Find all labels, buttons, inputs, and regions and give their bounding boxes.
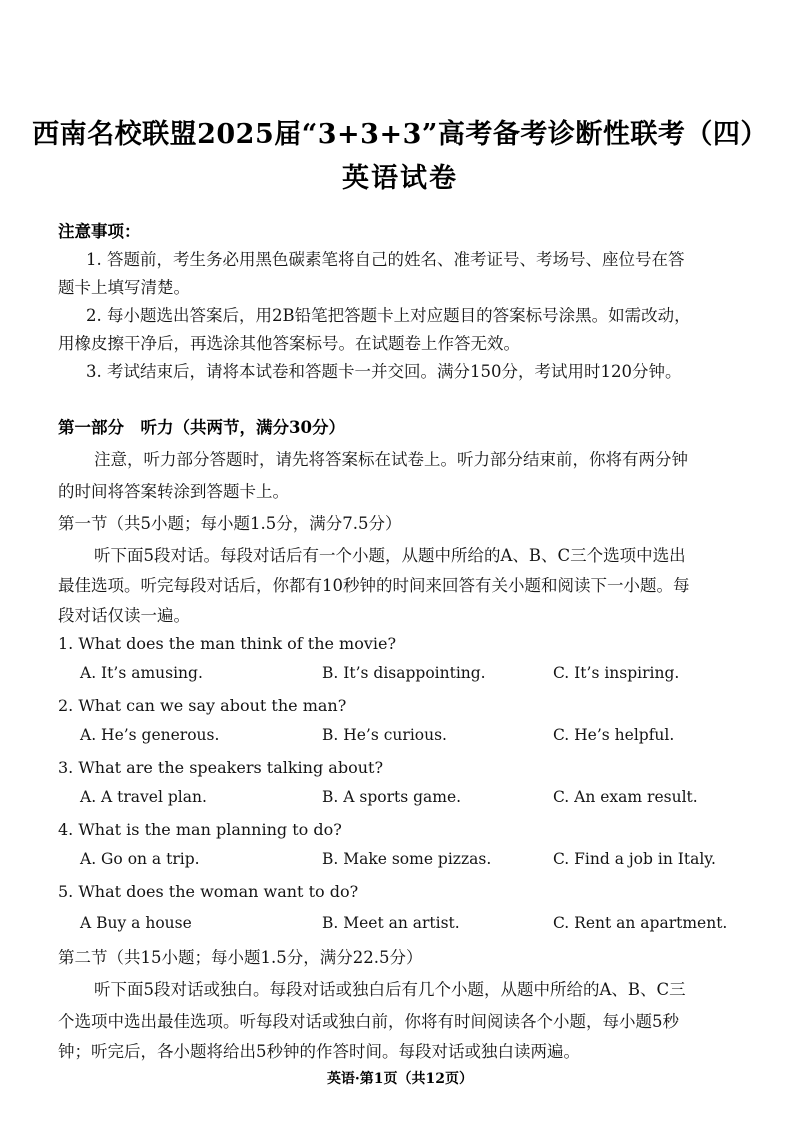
section2-instructions: 听下面5段对话或独白。每段对话或独白后有几个小题，从题中所给的A、B、C三 — [94, 980, 686, 999]
section1-heading: 第一节（共5小题；每小题1.5分，满分7.5分） — [58, 514, 402, 533]
question-5-option-b: B. Meet an artist. — [322, 914, 460, 932]
question-1-option-a: A. It’s amusing. — [80, 664, 203, 682]
question-3-option-a: A. A travel plan. — [80, 788, 207, 806]
exam-title: 西南名校联盟2025届“3+3+3”高考备考诊断性联考（四） — [32, 119, 768, 150]
exam-subject-title: 英语试卷 — [342, 163, 458, 194]
note-item-2-cont: 用橡皮擦干净后，再选涂其他答案标号。在试题卷上作答无效。 — [58, 334, 520, 353]
section1-instructions-end: 段对话仅读一遍。 — [58, 606, 190, 625]
note-item-2: 2. 每小题选出答案后，用2B铅笔把答题卡上对应题目的答案标号涂黑。如需改动， — [86, 306, 691, 325]
section2-heading: 第二节（共15小题；每小题1.5分，满分22.5分） — [58, 948, 423, 967]
question-5-option-a: A Buy a house — [80, 914, 192, 932]
note-item-1: 1. 答题前，考生务必用黑色碳素笔将自己的姓名、准考证号、考场号、座位号在答 — [86, 250, 685, 269]
section1-instructions: 听下面5段对话。每段对话后有一个小题，从题中所给的A、B、C三个选项中选出 — [94, 546, 686, 565]
question-2-option-b: B. He’s curious. — [322, 726, 447, 744]
note-item-3: 3. 考试结束后，请将本试卷和答题卡一并交回。满分150分，考试用时120分钟。 — [86, 362, 682, 381]
section2-instructions-end: 钟；听完后，各小题将给出5秒钟的作答时间。每段对话或独白读两遍。 — [58, 1042, 580, 1061]
notes-heading: 注意事项： — [58, 222, 141, 241]
question-3: 3. What are the speakers talking about? — [58, 758, 384, 777]
question-4-option-c: C. Find a job in Italy. — [553, 850, 716, 868]
part1-notice-cont: 的时间将答案转涂到答题卡上。 — [58, 482, 289, 501]
part1-notice: 注意，听力部分答题时，请先将答案标在试卷上。听力部分结束前，你将有两分钟 — [94, 450, 688, 469]
question-5-option-c: C. Rent an apartment. — [553, 914, 728, 932]
question-1-option-c: C. It’s inspiring. — [553, 664, 680, 682]
question-4-option-b: B. Make some pizzas. — [322, 850, 492, 868]
page-footer: 英语·第1页（共12页） — [326, 1071, 474, 1087]
section1-instructions-cont: 最佳选项。听完每段对话后，你都有10秒钟的时间来回答有关小题和阅读下一小题。每 — [58, 576, 690, 595]
question-2-option-a: A. He’s generous. — [80, 726, 220, 744]
question-2: 2. What can we say about the man? — [58, 696, 347, 715]
question-3-option-c: C. An exam result. — [553, 788, 698, 806]
question-3-option-b: B. A sports game. — [322, 788, 462, 806]
question-1-option-b: B. It’s disappointing. — [322, 664, 486, 682]
question-4: 4. What is the man planning to do? — [58, 820, 342, 839]
note-item-1-cont: 题卡上填写清楚。 — [58, 278, 190, 297]
question-1: 1. What does the man think of the movie? — [58, 634, 397, 653]
question-4-option-a: A. Go on a trip. — [80, 850, 200, 868]
part1-heading: 第一部分 听力（共两节，满分30分） — [58, 418, 345, 437]
section2-instructions-cont: 个选项中选出最佳选项。听每段对话或独白前，你将有时间阅读各个小题，每小题5秒 — [58, 1012, 679, 1031]
question-5: 5. What does the woman want to do? — [58, 882, 359, 901]
question-2-option-c: C. He’s helpful. — [553, 726, 675, 744]
